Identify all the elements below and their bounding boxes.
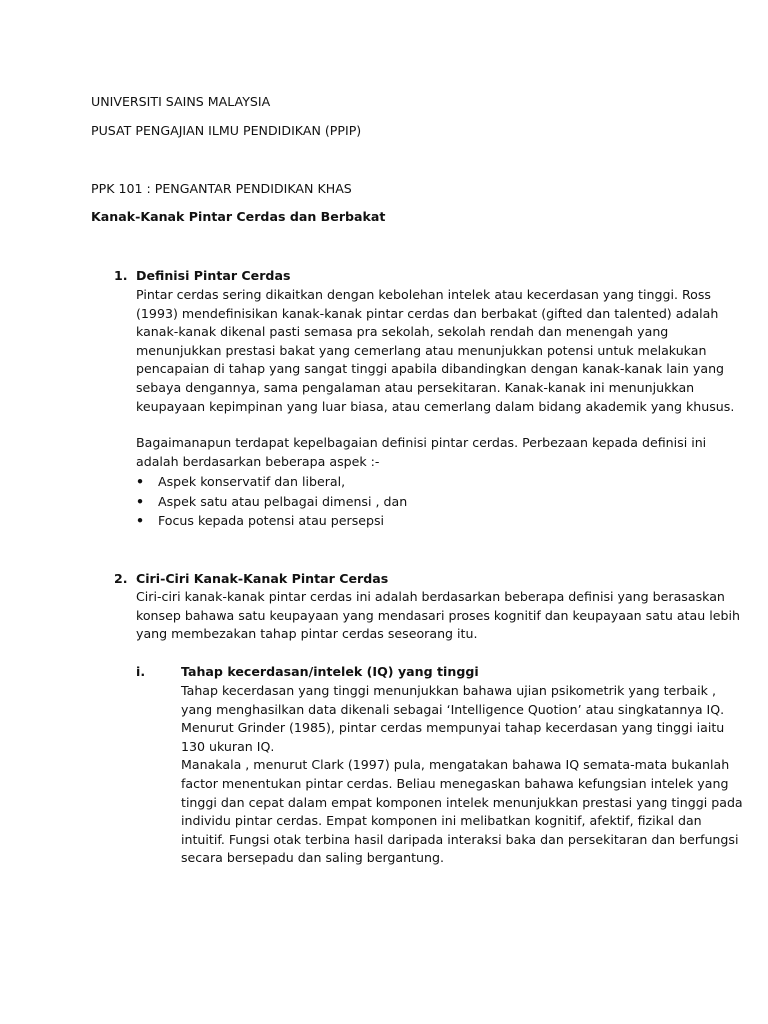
section-2-number: 2. <box>114 571 128 586</box>
paragraph-line: factor menentukan pintar cerdas. Beliau menegaskan bahawa kefungsian intelek yang <box>181 775 729 791</box>
paragraph-line: menunjukkan prestasi bakat yang cemerlang atau menunjukkan potensi untuk melakukan <box>136 342 707 358</box>
paragraph-line: pencapaian di tahap yang sangat tinggi apabila dibandingkan dengan kanak-kanak lain yang <box>136 361 725 377</box>
paragraph-line: individu pintar cerdas. Empat komponen ini melibatkan kognitif, afektif, fizikal dan <box>181 813 702 829</box>
paragraph-line: tinggi dan cepat dalam empat komponen intelek menunjukkan prestasi yang tinggi pada <box>181 794 743 810</box>
paragraph-line: Ciri-ciri kanak-kanak pintar cerdas ini adalah berdasarkan beberapa definisi yang berasaskan <box>136 589 725 604</box>
list-item-text: Aspek konservatif dan liberal, <box>158 474 346 489</box>
paragraph-line: keupayaan kepimpinan yang luar biasa, atau cemerlang dalam bidang akademik yang khusus. <box>136 398 735 414</box>
paragraph-line: adalah berdasarkan beberapa aspek :- <box>136 453 380 469</box>
list-item-text: Aspek satu atau pelbagai dimensi , dan <box>158 493 408 509</box>
paragraph-line: (1993) mendefinisikan kanak-kanak pintar cerdas dan berbakat (gifted dan talented) adalah <box>136 305 719 321</box>
subsection-i-body <box>181 682 743 868</box>
section-2-title: Ciri-Ciri Kanak-Kanak Pintar Cerdas <box>136 571 389 586</box>
list-item <box>136 473 407 493</box>
document-title: Kanak-Kanak Pintar Cerdas dan Berbakat <box>91 209 386 224</box>
paragraph-line: konsep bahawa satu keupayaan yang mendasari proses kognitif dan keupayaan satu atau lebih <box>136 607 740 623</box>
paragraph-line: Menurut Grinder (1985), pintar cerdas mempunyai tahap kecerdasan yang tinggi iaitu <box>181 720 725 736</box>
paragraph-line: Tahap kecerdasan yang tinggi menunjukkan bahawa ujian psikometrik yang terbaik , <box>181 683 716 698</box>
list-item-text: Focus kepada potensi atau persepsi <box>158 513 385 528</box>
bullet-icon: • <box>136 474 145 489</box>
section-1-paragraph-1 <box>136 286 735 416</box>
paragraph-line: kanak-kanak dikenal pasti semasa pra sekolah, sekolah rendah dan menengah yang <box>136 324 669 340</box>
paragraph-line: Manakala , menurut Clark (1997) pula, mengatakan bahawa IQ semata-mata bukanlah <box>181 757 730 773</box>
aspect-bullet-list <box>136 473 407 532</box>
paragraph-line: sebaya dengannya, sama pengalaman atau persekitaran. Kanak-kanak ini menunjukkan <box>136 379 695 395</box>
subsection-i-title: Tahap kecerdasan/intelek (IQ) yang tinggi <box>181 664 479 679</box>
paragraph-line: yang membezakan tahap pintar cerdas seseorang itu. <box>136 626 478 642</box>
paragraph-line: Bagaimanapun terdapat kepelbagaian definisi pintar cerdas. Perbezaan kepada definisi ini <box>136 435 707 450</box>
section-1-title: Definisi Pintar Cerdas <box>136 268 291 283</box>
section-2-paragraph-1 <box>136 588 740 644</box>
list-item <box>136 493 407 513</box>
paragraph-line: Pintar cerdas sering dikaitkan dengan kebolehan intelek atau kecerdasan yang tinggi. Ross <box>136 287 711 302</box>
bullet-icon: • <box>136 493 145 509</box>
list-item <box>136 512 407 532</box>
bullet-icon: • <box>136 513 145 528</box>
paragraph-line: secara bersepadu dan saling bergantung. <box>181 850 445 866</box>
school-name: PUSAT PENGAJIAN ILMU PENDIDIKAN (PPIP) <box>91 123 362 138</box>
paragraph-line: intuitif. Fungsi otak terbina hasil daripada interaksi baka dan persekitaran dan berfungsi <box>181 831 739 847</box>
section-1-paragraph-2 <box>136 434 707 471</box>
paragraph-line: yang menghasilkan data dikenali sebagai ‘Intelligence Quotion’ atau singkatannya IQ. <box>181 701 725 717</box>
university-name: UNIVERSITI SAINS MALAYSIA <box>91 94 271 109</box>
section-1-number: 1. <box>114 268 128 283</box>
subsection-i-number: i. <box>136 664 146 679</box>
course-title: PPK 101 : PENGANTAR PENDIDIKAN KHAS <box>91 181 352 196</box>
paragraph-line: 130 ukuran IQ. <box>181 738 275 754</box>
